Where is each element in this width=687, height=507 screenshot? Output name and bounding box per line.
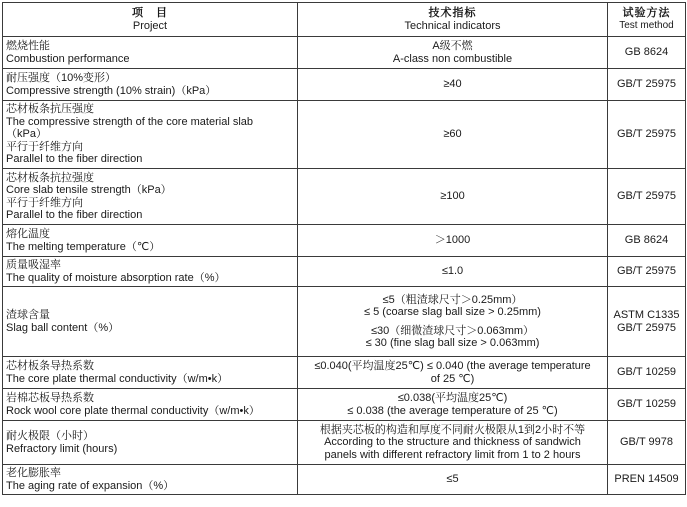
method-line: PREN 14509 <box>614 473 679 486</box>
project-line: 老化膨胀率 <box>6 467 61 479</box>
header-project <box>3 3 298 37</box>
project-line: 平行于纤维方向 <box>6 140 83 153</box>
project-line: Parallel to the fiber direction <box>6 153 143 166</box>
header-method <box>608 3 686 37</box>
method-line: GB/T 25975 <box>616 128 677 141</box>
project-line: 熔化温度 <box>6 228 50 240</box>
project-line: Core slab tensile strength（kPa） <box>6 184 172 196</box>
header-indicators-zh: 技术指标 <box>428 7 477 19</box>
indicator-cell <box>298 465 608 495</box>
indicator-line: ≤30（细微渣球尺寸＞0.063mm） <box>370 324 535 337</box>
indicator-line: ≤0.038(平均温度25℃) <box>397 392 508 404</box>
project-line: 耐火极限（小时） <box>6 430 94 442</box>
project-cell <box>3 357 298 389</box>
method-cell <box>608 287 686 357</box>
indicator-cell <box>298 225 608 257</box>
method-cell <box>608 465 686 495</box>
table-row <box>3 225 686 257</box>
indicator-cell <box>298 101 608 169</box>
project-line: The core plate thermal conductivity（w/m•k） <box>6 372 229 385</box>
indicator-line: ≤1.0 <box>441 265 464 278</box>
method-cell <box>608 421 686 465</box>
table-row <box>3 169 686 225</box>
method-line: GB/T 25975 <box>616 321 677 334</box>
project-cell <box>3 101 298 169</box>
table-row <box>3 421 686 465</box>
indicator-line: According to the structure and thickness of sandwich <box>324 436 581 449</box>
indicator-line: ≥60 <box>443 128 462 141</box>
indicator-cell <box>298 257 608 287</box>
indicator-line: A级不燃 <box>432 40 473 52</box>
header-indicators-en: Technical indicators <box>404 19 501 32</box>
method-cell <box>608 37 686 69</box>
method-line: GB/T 25975 <box>616 190 677 203</box>
indicator-line: ≤ 30 (fine slag ball size > 0.063mm) <box>365 337 540 349</box>
method-cell <box>608 69 686 101</box>
header-indicators <box>298 3 608 37</box>
method-cell <box>608 225 686 257</box>
project-line: （kPa） <box>6 128 47 141</box>
table-row <box>3 257 686 287</box>
indicator-cell <box>298 37 608 69</box>
indicator-line: ≤ 5 (coarse slag ball size > 0.25mm) <box>364 306 541 318</box>
table-row <box>3 37 686 69</box>
header-method-zh: 试验方法 <box>622 7 671 19</box>
project-line: 渣球含量 <box>6 309 50 321</box>
project-cell <box>3 389 298 421</box>
project-line: 耐压强度（10%变形） <box>6 72 117 84</box>
project-line: Slag ball content（%） <box>6 321 120 334</box>
method-cell <box>608 357 686 389</box>
indicator-line: ≥40 <box>443 78 462 91</box>
header-project-zh: 项 目 <box>132 7 168 19</box>
project-line: 燃烧性能 <box>6 40 50 52</box>
indicator-cell <box>298 357 608 389</box>
spec-table <box>2 2 686 495</box>
project-cell <box>3 287 298 357</box>
indicator-cell <box>298 169 608 225</box>
indicator-cell <box>298 389 608 421</box>
project-line: Parallel to the fiber direction <box>6 209 143 221</box>
project-cell <box>3 225 298 257</box>
table-row <box>3 287 686 357</box>
project-cell <box>3 465 298 495</box>
indicator-line: ≥100 <box>440 190 465 203</box>
project-line: The quality of moisture absorption rate（%） <box>6 271 226 284</box>
project-cell <box>3 69 298 101</box>
indicator-cell <box>298 69 608 101</box>
table-row <box>3 465 686 495</box>
method-cell <box>608 389 686 421</box>
method-cell <box>608 169 686 225</box>
method-line: GB/T 25975 <box>616 78 677 91</box>
indicator-line: ＞1000 <box>434 234 471 247</box>
project-line: 芯材板条抗拉强度 <box>6 171 94 184</box>
project-cell <box>3 37 298 69</box>
indicator-line: of 25 ℃) <box>430 372 475 385</box>
indicator-line: ≤ 0.038 (the average temperature of 25 ℃) <box>347 404 558 417</box>
project-line: 质量吸湿率 <box>6 259 61 271</box>
project-line: 芯材板条导热系数 <box>6 360 94 372</box>
project-cell <box>3 169 298 225</box>
header-row <box>3 3 686 37</box>
header-method-en: Test method <box>619 19 674 31</box>
table-row <box>3 69 686 101</box>
project-line: 平行于纤维方向 <box>6 196 83 209</box>
table-row <box>3 101 686 169</box>
table-row <box>3 357 686 389</box>
indicator-line: A-class non combustible <box>392 52 513 65</box>
indicator-cell <box>298 421 608 465</box>
indicator-cell <box>298 287 608 357</box>
method-line: GB/T 10259 <box>616 398 677 411</box>
project-line: Refractory limit (hours) <box>6 442 118 455</box>
method-cell <box>608 101 686 169</box>
project-cell <box>3 421 298 465</box>
method-line: GB/T 9978 <box>620 436 673 449</box>
project-line: The melting temperature（℃） <box>6 240 161 253</box>
indicator-line: ≤5 <box>446 473 459 486</box>
table-row <box>3 389 686 421</box>
project-cell <box>3 257 298 287</box>
project-line: The compressive strength of the core material slab <box>6 115 254 128</box>
method-cell <box>608 257 686 287</box>
project-line: The aging rate of expansion（%） <box>6 479 175 492</box>
method-line: GB 8624 <box>624 46 669 59</box>
indicator-line: ≤0.040(平均温度25℃) ≤ 0.040 (the average temperature <box>314 360 591 372</box>
method-line: ASTM C1335 <box>613 309 680 321</box>
project-line: Compressive strength (10% strain)（kPa） <box>6 84 217 97</box>
method-line: GB/T 10259 <box>616 366 677 379</box>
project-line: Combustion performance <box>6 52 130 65</box>
indicator-line: ≤5（粗渣球尺寸＞0.25mm） <box>382 293 523 306</box>
indicator-line: 根据夹芯板的构造和厚度不同耐火极限从1到2小时不等 <box>319 423 586 436</box>
project-line: Rock wool core plate thermal conductivity（w/m•k） <box>6 404 260 417</box>
header-project-en: Project <box>132 19 168 32</box>
project-line: 芯材板条抗压强度 <box>6 103 94 116</box>
project-line: 岩棉芯板导热系数 <box>6 392 94 404</box>
indicator-line: panels with different refractory limit from 1 to 2 hours <box>324 448 581 461</box>
method-line: GB/T 25975 <box>616 265 677 278</box>
method-line: GB 8624 <box>624 234 669 247</box>
